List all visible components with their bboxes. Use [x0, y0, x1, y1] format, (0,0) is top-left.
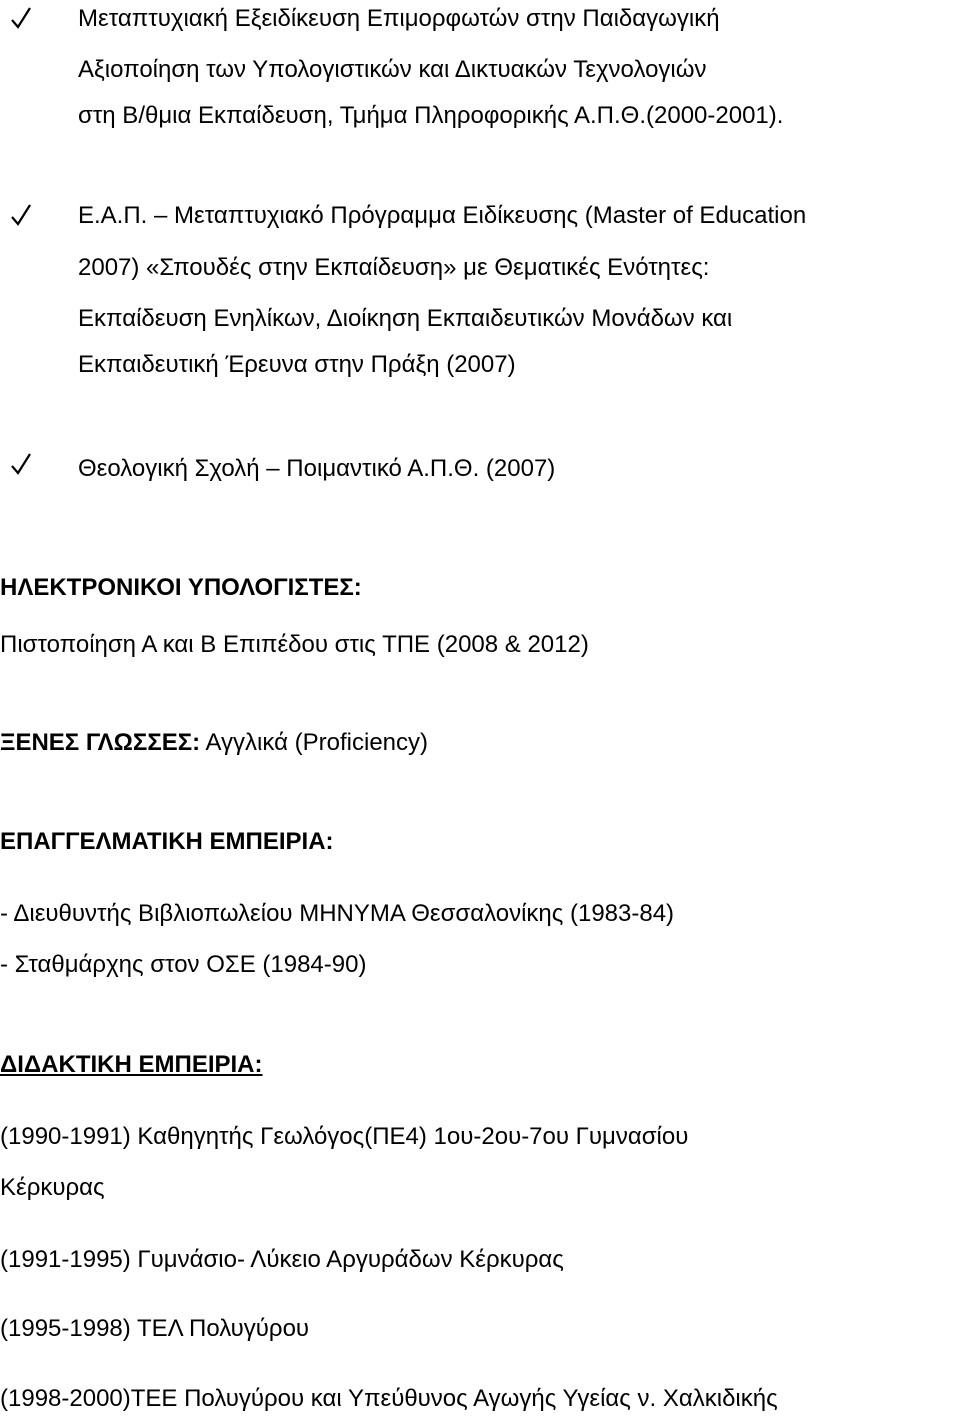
- teaching-heading: ΔΙΔΑΚΤΙΚΗ ΕΜΠΕΙΡΙΑ:: [0, 1051, 263, 1078]
- computers-text: Πιστοποίηση Α και Β Επιπέδου στις ΤΠΕ (2008 & 2012): [0, 631, 589, 658]
- languages-text: Αγγλικά (Proficiency): [200, 729, 428, 756]
- languages-heading: ΞΕΝΕΣ ΓΛΩΣΣΕΣ:: [0, 729, 201, 756]
- teaching-item-1-cont: Κέρκυρας: [0, 1174, 105, 1201]
- education-2-line-3: Εκπαίδευση Ενηλίκων, Διοίκηση Εκπαιδευτικών Μονάδων και: [78, 305, 733, 332]
- education-1-line-3: στη Β/θμια Εκπαίδευση, Τμήμα Πληροφορικής Α.Π.Θ.(2000-2001).: [78, 102, 784, 129]
- teaching-item-3: (1995-1998) ΤΕΛ Πολυγύρου: [0, 1315, 310, 1342]
- checkmark-icon: [10, 5, 32, 31]
- computers-heading: ΗΛΕΚΤΡΟΝΙΚΟΙ ΥΠΟΛΟΓΙΣΤΕΣ:: [0, 574, 362, 601]
- languages-row: [0, 728, 428, 758]
- education-3-line-1: Θεολογική Σχολή – Ποιμαντικό Α.Π.Θ. (2007): [78, 455, 556, 482]
- education-1-line-1: Μεταπτυχιακή Εξειδίκευση Επιμορφωτών στην Παιδαγωγική: [78, 5, 720, 32]
- education-2-line-4: Εκπαιδευτική Έρευνα στην Πράξη (2007): [78, 351, 516, 378]
- checkmark-icon: [10, 202, 32, 228]
- professional-heading: ΕΠΑΓΓΕΛΜΑΤΙΚΗ ΕΜΠΕΙΡΙΑ:: [0, 828, 334, 855]
- teaching-item-4: (1998-2000)ΤΕΕ Πολυγύρου και Υπεύθυνος Αγωγής Υγείας ν. Χαλκιδικής: [0, 1385, 778, 1412]
- professional-item-1: - Διευθυντής Βιβλιοπωλείου ΜΗΝΥΜΑ Θεσσαλονίκης (1983-84): [0, 900, 675, 927]
- education-2-line-2: 2007) «Σπουδές στην Εκπαίδευση» με Θεματικές Ενότητες:: [78, 254, 710, 281]
- education-1-line-2: Αξιοποίηση των Υπολογιστικών και Δικτυακών Τεχνολογιών: [78, 56, 707, 83]
- professional-item-2: - Σταθμάρχης στον ΟΣΕ (1984-90): [0, 951, 367, 978]
- teaching-item-2: (1991-1995) Γυμνάσιο- Λύκειο Αργυράδων Κέρκυρας: [0, 1246, 564, 1273]
- education-2-line-1: Ε.Α.Π. – Μεταπτυχιακό Πρόγραμμα Ειδίκευσης (Master of Education: [78, 202, 807, 229]
- teaching-item-1: (1990-1991) Καθηγητής Γεωλόγος(ΠΕ4) 1ου-2ου-7ου Γυμνασίου: [0, 1123, 689, 1150]
- checkmark-icon: [10, 451, 32, 477]
